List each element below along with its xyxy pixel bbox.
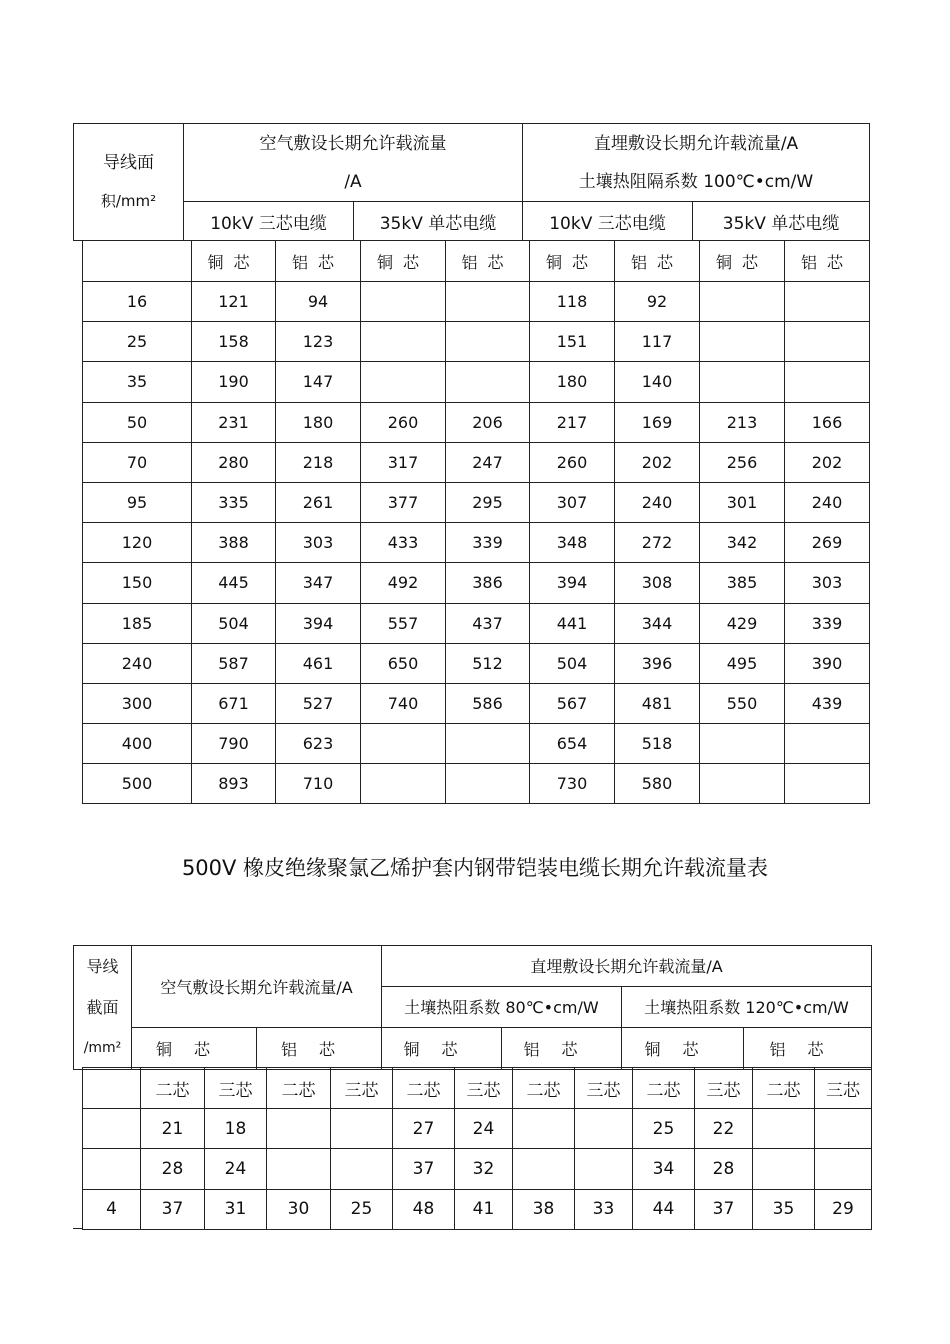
copper-label: 铜芯	[192, 241, 276, 282]
ampacity-cell: 44	[633, 1189, 695, 1229]
area-header-line1: 导线面	[103, 153, 154, 173]
cross-section-cell: 300	[83, 683, 192, 723]
ampacity-cell: 21	[141, 1109, 205, 1149]
ampacity-cell: 22	[695, 1109, 753, 1149]
ampacity-cell	[331, 1149, 393, 1189]
table-edge-line	[73, 1228, 83, 1229]
table-row	[83, 563, 870, 603]
buried-laying-header: 直埋敷设长期允许载流量/A	[382, 946, 872, 987]
ampacity-cell	[785, 764, 870, 804]
ampacity-cell: 169	[615, 402, 700, 442]
ampacity-cell	[267, 1109, 331, 1149]
ampacity-cell: 308	[615, 563, 700, 603]
ampacity-cell: 180	[530, 362, 615, 402]
aluminum-label: 铝芯	[276, 241, 361, 282]
ampacity-cell: 339	[446, 523, 530, 563]
ampacity-cell: 260	[361, 402, 446, 442]
cross-section-cell: 240	[83, 643, 192, 683]
ampacity-cell: 342	[700, 523, 785, 563]
buried-header-line1: 直埋敷设长期允许载流量/A	[593, 133, 799, 154]
buried-header-line2: 土壤热阻隔系数 100℃•cm/W	[578, 171, 814, 192]
air-laying-header: 空气敷设长期允许载流量/A	[132, 946, 382, 1028]
ampacity-cell: 218	[276, 442, 361, 482]
ampacity-cell: 240	[785, 482, 870, 522]
area-header-line1: 导线	[86, 957, 119, 976]
ampacity-cell: 94	[276, 282, 361, 322]
cross-section-cell: 150	[83, 563, 192, 603]
ampacity-cell: 481	[615, 683, 700, 723]
ampacity-cell: 147	[276, 362, 361, 402]
cross-section-cell: 4	[83, 1189, 141, 1229]
ampacity-cell	[575, 1149, 633, 1189]
three-core-label: 三芯	[205, 1068, 267, 1109]
ampacity-cell: 390	[785, 643, 870, 683]
ampacity-cell: 34	[633, 1149, 695, 1189]
ampacity-cell	[267, 1149, 331, 1189]
cross-section-cell	[83, 1109, 141, 1149]
ampacity-cell: 37	[393, 1149, 455, 1189]
ampacity-cell: 121	[192, 282, 276, 322]
ampacity-cell: 202	[785, 442, 870, 482]
ampacity-cell: 893	[192, 764, 276, 804]
ampacity-cell: 261	[276, 482, 361, 522]
aluminum-label: 铝芯	[615, 241, 700, 282]
ampacity-cell: 388	[192, 523, 276, 563]
table-row	[83, 764, 870, 804]
ampacity-cell: 48	[393, 1189, 455, 1229]
cable-10kv-buried: 10kV 三芯电缆	[523, 202, 693, 241]
ampacity-cell	[446, 322, 530, 362]
ampacity-cell: 117	[615, 322, 700, 362]
table-row	[83, 322, 870, 362]
ampacity-cell: 158	[192, 322, 276, 362]
two-core-label: 二芯	[513, 1068, 575, 1109]
ampacity-cell	[700, 362, 785, 402]
three-core-label: 三芯	[695, 1068, 753, 1109]
ampacity-cell: 231	[192, 402, 276, 442]
two-core-label: 二芯	[393, 1068, 455, 1109]
two-core-label: 二芯	[141, 1068, 205, 1109]
ampacity-cell: 335	[192, 482, 276, 522]
ampacity-cell	[700, 282, 785, 322]
cross-section-cell: 120	[83, 523, 192, 563]
table2-title: 500V 橡皮绝缘聚氯乙烯护套内钢带铠装电缆长期允许载流量表	[181, 856, 769, 880]
ampacity-cell	[753, 1149, 815, 1189]
ampacity-cell: 730	[530, 764, 615, 804]
air-header-line2: /A	[344, 171, 362, 192]
cross-section-cell: 70	[83, 442, 192, 482]
area-header-line3: /mm²	[83, 1040, 122, 1056]
ampacity-cell: 385	[700, 563, 785, 603]
ampacity-cell: 303	[785, 563, 870, 603]
ampacity-cell: 33	[575, 1189, 633, 1229]
copper-label: 铜芯	[622, 1027, 744, 1069]
ampacity-cell: 433	[361, 523, 446, 563]
table1-header	[73, 123, 870, 241]
ampacity-cell: 35	[753, 1189, 815, 1229]
ampacity-cell	[785, 322, 870, 362]
blank-cell	[83, 1068, 141, 1109]
ampacity-cell: 441	[530, 603, 615, 643]
ampacity-cell: 650	[361, 643, 446, 683]
ampacity-cell: 348	[530, 523, 615, 563]
ampacity-cell: 557	[361, 603, 446, 643]
ampacity-cell	[815, 1149, 872, 1189]
ampacity-cell	[446, 282, 530, 322]
table-row	[83, 482, 870, 522]
ampacity-cell: 550	[700, 683, 785, 723]
cross-section-cell	[83, 1149, 141, 1189]
air-header-line1: 空气敷设长期允许载流量	[259, 133, 447, 154]
ampacity-cell: 38	[513, 1189, 575, 1229]
ampacity-cell	[446, 724, 530, 764]
area-header-line2: 截面	[86, 998, 119, 1017]
core-count-row	[83, 1068, 872, 1109]
cross-section-cell: 95	[83, 482, 192, 522]
ampacity-cell: 587	[192, 643, 276, 683]
aluminum-label: 铝芯	[744, 1027, 872, 1069]
ampacity-cell: 206	[446, 402, 530, 442]
ampacity-cell: 347	[276, 563, 361, 603]
ampacity-cell: 280	[192, 442, 276, 482]
cross-section-cell: 25	[83, 322, 192, 362]
ampacity-cell: 396	[615, 643, 700, 683]
ampacity-cell	[700, 764, 785, 804]
ampacity-cell: 37	[695, 1189, 753, 1229]
ampacity-cell: 213	[700, 402, 785, 442]
table-row	[83, 523, 870, 563]
three-core-label: 三芯	[331, 1068, 393, 1109]
ampacity-cell: 92	[615, 282, 700, 322]
table-row	[83, 603, 870, 643]
copper-label: 铜芯	[382, 1027, 502, 1069]
ampacity-cell: 790	[192, 724, 276, 764]
ampacity-cell	[815, 1109, 872, 1149]
table-row	[83, 1189, 872, 1229]
ampacity-cell: 580	[615, 764, 700, 804]
ampacity-cell: 671	[192, 683, 276, 723]
ampacity-cell: 256	[700, 442, 785, 482]
aluminum-label: 铝芯	[446, 241, 530, 282]
ampacity-cell: 32	[455, 1149, 513, 1189]
ampacity-cell	[700, 322, 785, 362]
ampacity-cell: 623	[276, 724, 361, 764]
copper-label: 铜芯	[530, 241, 615, 282]
copper-label: 铜芯	[700, 241, 785, 282]
ampacity-cell: 140	[615, 362, 700, 402]
ampacity-cell	[361, 322, 446, 362]
ampacity-cell	[331, 1109, 393, 1149]
ampacity-cell: 41	[455, 1189, 513, 1229]
ampacity-cell	[361, 282, 446, 322]
soil-120-header: 土壤热阻系数 120℃•cm/W	[622, 986, 872, 1027]
ampacity-cell: 344	[615, 603, 700, 643]
blank-cell	[83, 241, 192, 282]
ampacity-cell: 504	[192, 603, 276, 643]
cross-section-cell: 50	[83, 402, 192, 442]
ampacity-cell: 240	[615, 482, 700, 522]
ampacity-cell: 295	[446, 482, 530, 522]
ampacity-cell: 28	[141, 1149, 205, 1189]
table2-body	[82, 1067, 872, 1230]
aluminum-label: 铝芯	[785, 241, 870, 282]
ampacity-cell: 272	[615, 523, 700, 563]
ampacity-cell: 260	[530, 442, 615, 482]
cross-section-cell: 16	[83, 282, 192, 322]
two-core-label: 二芯	[753, 1068, 815, 1109]
ampacity-cell: 445	[192, 563, 276, 603]
ampacity-cell: 492	[361, 563, 446, 603]
ampacity-cell: 461	[276, 643, 361, 683]
table-row	[83, 1109, 872, 1149]
ampacity-cell: 151	[530, 322, 615, 362]
ampacity-cell	[446, 764, 530, 804]
ampacity-cell: 317	[361, 442, 446, 482]
table-row	[83, 643, 870, 683]
table1-body	[82, 240, 870, 804]
ampacity-cell: 118	[530, 282, 615, 322]
cross-section-cell: 35	[83, 362, 192, 402]
ampacity-cell: 202	[615, 442, 700, 482]
ampacity-cell: 29	[815, 1189, 872, 1229]
ampacity-cell: 740	[361, 683, 446, 723]
table-row	[83, 362, 870, 402]
ampacity-cell	[785, 282, 870, 322]
cross-section-cell: 500	[83, 764, 192, 804]
soil-80-header: 土壤热阻系数 80℃•cm/W	[382, 986, 622, 1027]
table2-header	[73, 945, 872, 1070]
two-core-label: 二芯	[267, 1068, 331, 1109]
table-row	[83, 724, 870, 764]
copper-label: 铜芯	[361, 241, 446, 282]
ampacity-cell: 27	[393, 1109, 455, 1149]
table-row	[83, 282, 870, 322]
ampacity-cell: 654	[530, 724, 615, 764]
ampacity-cell: 269	[785, 523, 870, 563]
ampacity-cell: 439	[785, 683, 870, 723]
ampacity-cell: 495	[700, 643, 785, 683]
core-type-row	[83, 241, 870, 282]
cable-10kv-air: 10kV 三芯电缆	[184, 202, 354, 241]
ampacity-cell: 518	[615, 724, 700, 764]
ampacity-cell: 303	[276, 523, 361, 563]
table-row	[83, 1149, 872, 1189]
cross-section-cell: 400	[83, 724, 192, 764]
ampacity-cell: 586	[446, 683, 530, 723]
cross-section-cell: 185	[83, 603, 192, 643]
ampacity-cell: 527	[276, 683, 361, 723]
ampacity-cell: 504	[530, 643, 615, 683]
ampacity-cell: 37	[141, 1189, 205, 1229]
ampacity-cell: 710	[276, 764, 361, 804]
ampacity-cell: 339	[785, 603, 870, 643]
ampacity-cell	[785, 724, 870, 764]
ampacity-cell: 24	[455, 1109, 513, 1149]
ampacity-cell: 31	[205, 1189, 267, 1229]
aluminum-label: 铝芯	[257, 1027, 382, 1069]
ampacity-cell	[513, 1149, 575, 1189]
table-row	[83, 402, 870, 442]
ampacity-cell: 377	[361, 482, 446, 522]
ampacity-cell: 386	[446, 563, 530, 603]
ampacity-cell	[575, 1109, 633, 1149]
ampacity-cell	[513, 1109, 575, 1149]
ampacity-cell: 307	[530, 482, 615, 522]
area-header	[74, 124, 184, 241]
area-header	[74, 946, 132, 1070]
ampacity-cell: 437	[446, 603, 530, 643]
aluminum-label: 铝芯	[502, 1027, 622, 1069]
ampacity-cell: 247	[446, 442, 530, 482]
ampacity-cell	[361, 362, 446, 402]
ampacity-cell: 394	[530, 563, 615, 603]
ampacity-cell: 301	[700, 482, 785, 522]
three-core-label: 三芯	[575, 1068, 633, 1109]
ampacity-cell	[446, 362, 530, 402]
ampacity-cell	[700, 724, 785, 764]
ampacity-cell: 512	[446, 643, 530, 683]
ampacity-cell: 567	[530, 683, 615, 723]
cable-35kv-buried: 35kV 单芯电缆	[693, 202, 870, 241]
ampacity-cell: 123	[276, 322, 361, 362]
ampacity-cell: 25	[331, 1189, 393, 1229]
cable-35kv-air: 35kV 单芯电缆	[354, 202, 523, 241]
ampacity-cell: 217	[530, 402, 615, 442]
buried-laying-header	[523, 124, 870, 202]
ampacity-cell: 30	[267, 1189, 331, 1229]
ampacity-cell: 190	[192, 362, 276, 402]
ampacity-cell	[361, 724, 446, 764]
ampacity-cell	[361, 764, 446, 804]
three-core-label: 三芯	[815, 1068, 872, 1109]
ampacity-cell: 166	[785, 402, 870, 442]
table-row	[83, 683, 870, 723]
ampacity-cell: 394	[276, 603, 361, 643]
ampacity-cell: 429	[700, 603, 785, 643]
ampacity-cell: 180	[276, 402, 361, 442]
ampacity-cell	[785, 362, 870, 402]
table-row	[83, 442, 870, 482]
two-core-label: 二芯	[633, 1068, 695, 1109]
three-core-label: 三芯	[455, 1068, 513, 1109]
area-header-line2: 积/mm²	[100, 192, 157, 210]
ampacity-cell: 24	[205, 1149, 267, 1189]
air-laying-header	[184, 124, 523, 202]
ampacity-cell	[753, 1109, 815, 1149]
ampacity-cell: 25	[633, 1109, 695, 1149]
copper-label: 铜芯	[132, 1027, 257, 1069]
ampacity-cell: 18	[205, 1109, 267, 1149]
ampacity-cell: 28	[695, 1149, 753, 1189]
